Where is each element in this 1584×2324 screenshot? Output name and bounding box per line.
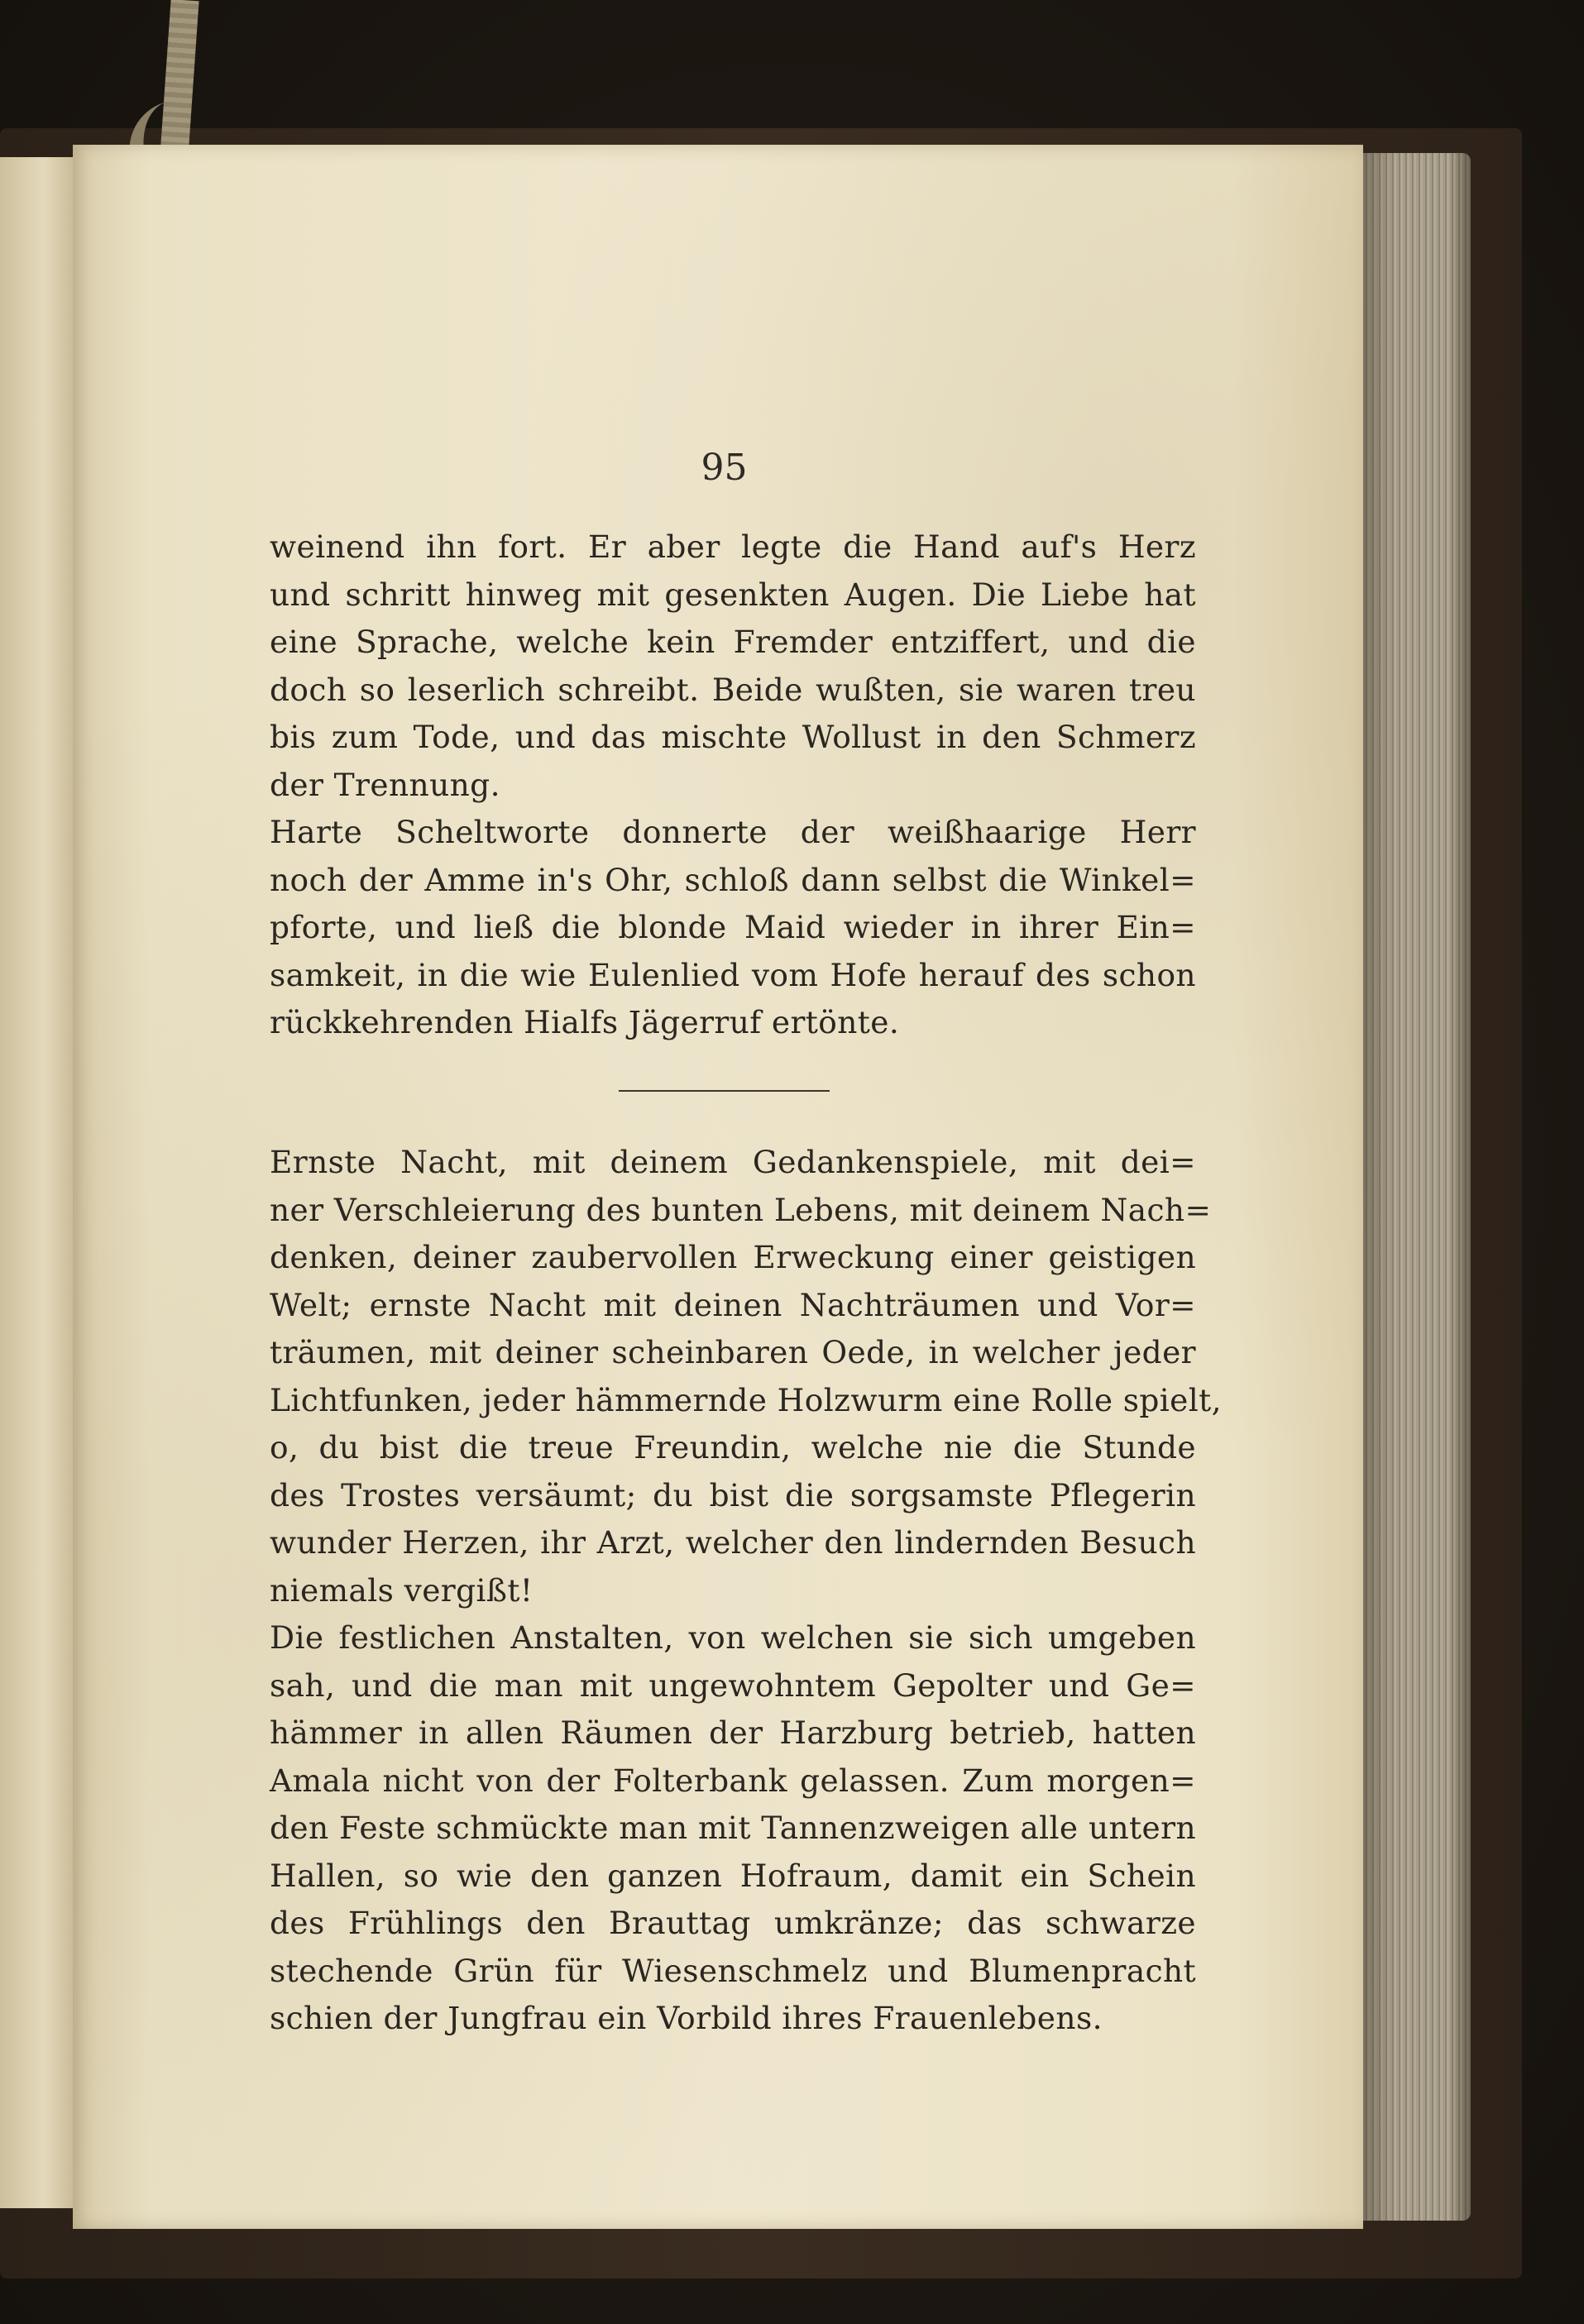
text-line: Harte Scheltworte donnerte der weißhaarige Herr (270, 814, 1196, 850)
text-line: schien der Jungfrau ein Vorbild ihres Frauenlebens. (270, 2000, 1103, 2036)
text-line: samkeit, in die wie Eulenlied vom Hofe herauf des schon (270, 956, 1196, 993)
text-line: wunder Herzen, ihr Arzt, welcher den lindernden Besuch (270, 1524, 1196, 1561)
section-divider (619, 1090, 830, 1092)
text-section-2 (270, 1139, 1222, 2043)
text-line: o, du bist die treue Freundin, welche nie die Stunde (270, 1429, 1196, 1466)
text-line: niemals vergißt! (270, 1571, 534, 1609)
text-line: weinend ihn fort. Er aber legte die Hand auf's Herz (270, 528, 1196, 565)
text-section-1 (270, 524, 1196, 1047)
text-line: Ernste Nacht, mit deinem Gedankenspiele, mit dei= (270, 1144, 1196, 1180)
text-line: träumen, mit deiner scheinbaren Oede, in welcher jeder (270, 1334, 1196, 1370)
left-page-edge (0, 157, 73, 2208)
page-stack-shade (1363, 153, 1471, 2221)
text-line: des Trostes versäumt; du bist die sorgsamste Pflegerin (270, 1476, 1196, 1513)
text-line: der Trennung. (270, 766, 500, 803)
text-line: stechende Grün für Wiesenschmelz und Blumenpracht (270, 1952, 1196, 1989)
text-line: Lichtfunken, jeder hämmernde Holzwurm eine Rolle spielt, (270, 1381, 1222, 1418)
text-line: Amala nicht von der Folterbank gelassen. Zum morgen= (270, 1762, 1196, 1799)
text-line: rückkehrenden Hialfs Jägerruf ertönte. (270, 1004, 900, 1040)
text-line: hämmer in allen Räumen der Harzburg betrieb, hatten (270, 1714, 1196, 1751)
text-line: eine Sprache, welche kein Fremder entziffert, und die (270, 624, 1196, 660)
text-line: den Feste schmückte man mit Tannenzweigen alle untern (270, 1810, 1196, 1846)
text-line: bis zum Tode, und das mischte Wollust in den Schmerz (270, 719, 1196, 755)
text-line: und schritt hinweg mit gesenkten Augen. Die Liebe hat (270, 576, 1196, 613)
text-line: ner Verschleierung des bunten Lebens, mit deinem Nach= (270, 1191, 1212, 1228)
text-line: Hallen, so wie den ganzen Hofraum, damit ein Schein (270, 1857, 1196, 1894)
text-line: Die festlichen Anstalten, von welchen sie sich umgeben (270, 1619, 1196, 1656)
text-line: noch der Amme in's Ohr, schloß dann selbst die Winkel= (270, 861, 1196, 898)
text-line: sah, und die man mit ungewohntem Gepolter und Ge= (270, 1666, 1196, 1704)
text-line: pforte, und ließ die blonde Maid wieder in ihrer Ein= (270, 909, 1196, 945)
book-page (73, 145, 1363, 2229)
text-line: denken, deiner zaubervollen Erweckung einer geistigen (270, 1239, 1196, 1275)
text-line: doch so leserlich schreibt. Beide wußten, sie waren treu (270, 671, 1196, 708)
text-line: des Frühlings den Brauttag umkränze; das schwarze (270, 1905, 1196, 1941)
text-line: Welt; ernste Nacht mit deinen Nachträumen und Vor= (270, 1286, 1196, 1323)
page-number: 95 (701, 447, 748, 489)
